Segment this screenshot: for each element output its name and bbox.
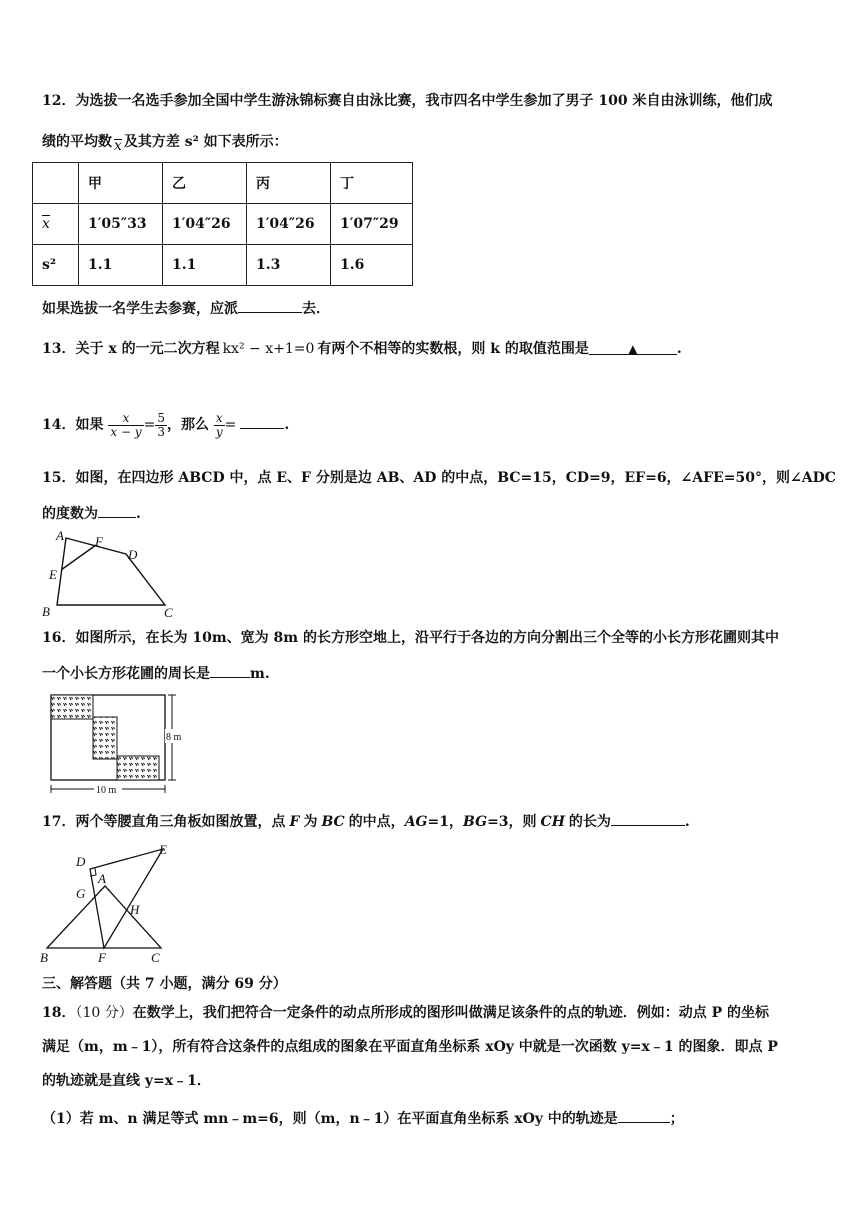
label-h: H: [130, 902, 140, 917]
fraction-numerator: x: [215, 410, 223, 425]
q14-line: [42, 408, 289, 442]
q13-equation: kx² − x+1=0: [222, 341, 315, 357]
label-e: E: [159, 842, 167, 857]
q14-fraction-1: [108, 412, 143, 439]
answer-blank: [589, 340, 677, 355]
q13-line: [42, 340, 682, 358]
fraction-denominator: 3: [157, 424, 165, 439]
q18-score: （10 分）: [75, 1005, 133, 1021]
q16-line2-a: 一个小长方形花圃的周长是: [42, 666, 210, 682]
garden-plot-1: [51, 695, 93, 719]
width-label: 10 m: [96, 785, 117, 796]
q17-var-bg: BG: [463, 814, 488, 830]
mean-symbol: x: [42, 216, 50, 232]
section3-title: 三、解答题（共 7 小题，满分 69 分）: [42, 976, 287, 992]
label-f: F: [95, 534, 103, 549]
equals-sign: =: [224, 417, 237, 433]
fraction-denominator: y: [215, 424, 223, 439]
quadrilateral-abcd: [57, 538, 165, 605]
q15-line2-b: .: [136, 506, 141, 522]
answer-blank: [240, 414, 284, 429]
q14-text-b: ，那么: [166, 417, 209, 433]
q17-var-ch: CH: [540, 814, 565, 830]
q12-line3: [42, 298, 330, 318]
table-row-variance: [33, 245, 413, 286]
label-c: C: [164, 605, 173, 620]
q16-line2-b: m.: [250, 666, 270, 682]
q17-var-ag: AG: [404, 814, 428, 830]
rectangle-garden-figure: [44, 690, 194, 798]
swim-results-table: [32, 162, 413, 286]
fraction-denominator: x − y: [110, 424, 142, 439]
q12-line1: 12．为选拔一名选手参加全国中学生游泳锦标赛自由泳比赛，我市四名中学生参加了男子 100 米自由泳训练，他们成: [42, 93, 773, 109]
label-f: F: [98, 950, 106, 965]
q13-text-c: .: [676, 341, 682, 357]
label-b: B: [40, 950, 48, 965]
q12-line3-b: 去．: [302, 301, 330, 317]
triangle-boards-figure: [36, 838, 176, 966]
table-cell: 1.1: [163, 245, 247, 286]
q17-var-f: F: [289, 814, 300, 830]
q18-sub1: [42, 1108, 684, 1128]
label-d: D: [76, 854, 86, 869]
label-b: B: [42, 604, 50, 619]
q17-text-g: .: [684, 814, 690, 830]
q16-line2: [42, 663, 270, 683]
q18-line2: 满足（m，m﹣1），所有符合这条件的点组成的图象在平面直角坐标系 xOy 中就是一次函数 y=x﹣1 的图象．即点 P: [42, 1039, 778, 1055]
label-c: C: [151, 950, 160, 965]
q12-line2-b: 及其方差 s² 如下表所示：: [123, 134, 288, 150]
q17-text-a: 17．两个等腰直角三角板如图放置，点: [42, 814, 286, 830]
table-corner-cell: [33, 163, 79, 204]
table-header-row: [33, 163, 413, 204]
q17-text-d: =1，: [427, 814, 463, 830]
q13-text-a: 13．关于 x 的一元二次方程: [42, 341, 220, 357]
answer-blank: [238, 298, 302, 313]
equals-sign: =: [143, 417, 156, 433]
q17-var-bc: BC: [321, 814, 345, 830]
label-g: G: [76, 886, 86, 901]
quadrilateral-figure: [38, 528, 188, 620]
q13-text-b: 有两个不相等的实数根，则 k 的取值范围是: [317, 341, 589, 357]
q14-text-c: .: [284, 417, 290, 433]
q17-text-b: 为: [303, 814, 318, 830]
table-cell: 1′04″26: [247, 204, 331, 245]
answer-blank: [618, 1108, 670, 1123]
answer-blank: [210, 663, 250, 678]
triangle-abc: [47, 886, 161, 948]
q12-line2-a: 绩的平均数: [42, 134, 112, 150]
garden-plot-3: [117, 756, 159, 780]
q12-xbar: x: [114, 138, 122, 154]
segment-ef: [61, 545, 96, 570]
label-a: A: [98, 871, 106, 886]
answer-blank: [611, 811, 685, 826]
table-row-mean: [33, 204, 413, 245]
q18-number: 18．: [42, 1005, 76, 1021]
q12-line3-a: 如果选拔一名学生去参赛，应派: [42, 301, 238, 317]
height-label: 8 m: [166, 732, 182, 743]
q14-fraction-3: [214, 412, 225, 439]
answer-blank: [98, 503, 136, 518]
q18-line1-rest: 在数学上，我们把符合一定条件的动点所形成的图形叫做满足该条件的点的轨迹．例如：动点 P 的坐标: [132, 1005, 770, 1021]
table-header-ding: 丁: [331, 163, 413, 204]
q15-line2-a: 的度数为: [42, 506, 98, 522]
q14-fraction-2: [155, 412, 167, 439]
q17-text-f: 的长为: [568, 814, 611, 830]
table-row-variance-label: s²: [33, 245, 79, 286]
table-cell: 1.3: [247, 245, 331, 286]
q17-text-e: =3，则: [487, 814, 537, 830]
q16-line1: 16．如图所示，在长为 10m、宽为 8m 的长方形空地上，沿平行于各边的方向分割出三个全等的小长方形花圃则其中: [42, 630, 779, 646]
q17-text-c: 的中点，: [348, 814, 405, 830]
table-header-bing: 丙: [247, 163, 331, 204]
q12-line2: [42, 133, 288, 154]
table-header-jia: 甲: [79, 163, 163, 204]
q17-line: [42, 811, 690, 831]
table-row-mean-label: [33, 204, 79, 245]
table-header-yi: 乙: [163, 163, 247, 204]
q15-line2: [42, 503, 141, 523]
q15-line1: 15．如图，在四边形 ABCD 中，点 E、F 分别是边 AB、AD 的中点，BC=15，CD=9，EF=6，∠AFE=50°，则∠ADC: [42, 470, 836, 486]
fraction-numerator: x: [108, 412, 143, 426]
q18-sub1-a: （1）若 m、n 满足等式 mn﹣m=6，则（m，n﹣1）在平面直角坐标系 xOy 中的轨迹是: [42, 1111, 618, 1127]
triangle-def: [90, 849, 163, 948]
fraction-numerator: 5: [157, 410, 165, 425]
label-d: D: [128, 547, 138, 562]
q18-sub1-b: ；: [669, 1111, 684, 1127]
garden-plot-2: [93, 717, 117, 759]
q18-line1: [42, 1004, 769, 1022]
label-e: E: [49, 567, 57, 582]
table-cell: 1.6: [331, 245, 413, 286]
label-a: A: [56, 528, 64, 543]
table-cell: 1′04″26: [163, 204, 247, 245]
table-cell: 1′05″33: [79, 204, 163, 245]
q14-text-a: 14．如果: [42, 417, 104, 433]
table-cell: 1.1: [79, 245, 163, 286]
triangle-marker-icon: ▲: [628, 342, 638, 356]
table-cell: 1′07″29: [331, 204, 413, 245]
q18-line3: 的轨迹就是直线 y=x﹣1．: [42, 1073, 211, 1089]
